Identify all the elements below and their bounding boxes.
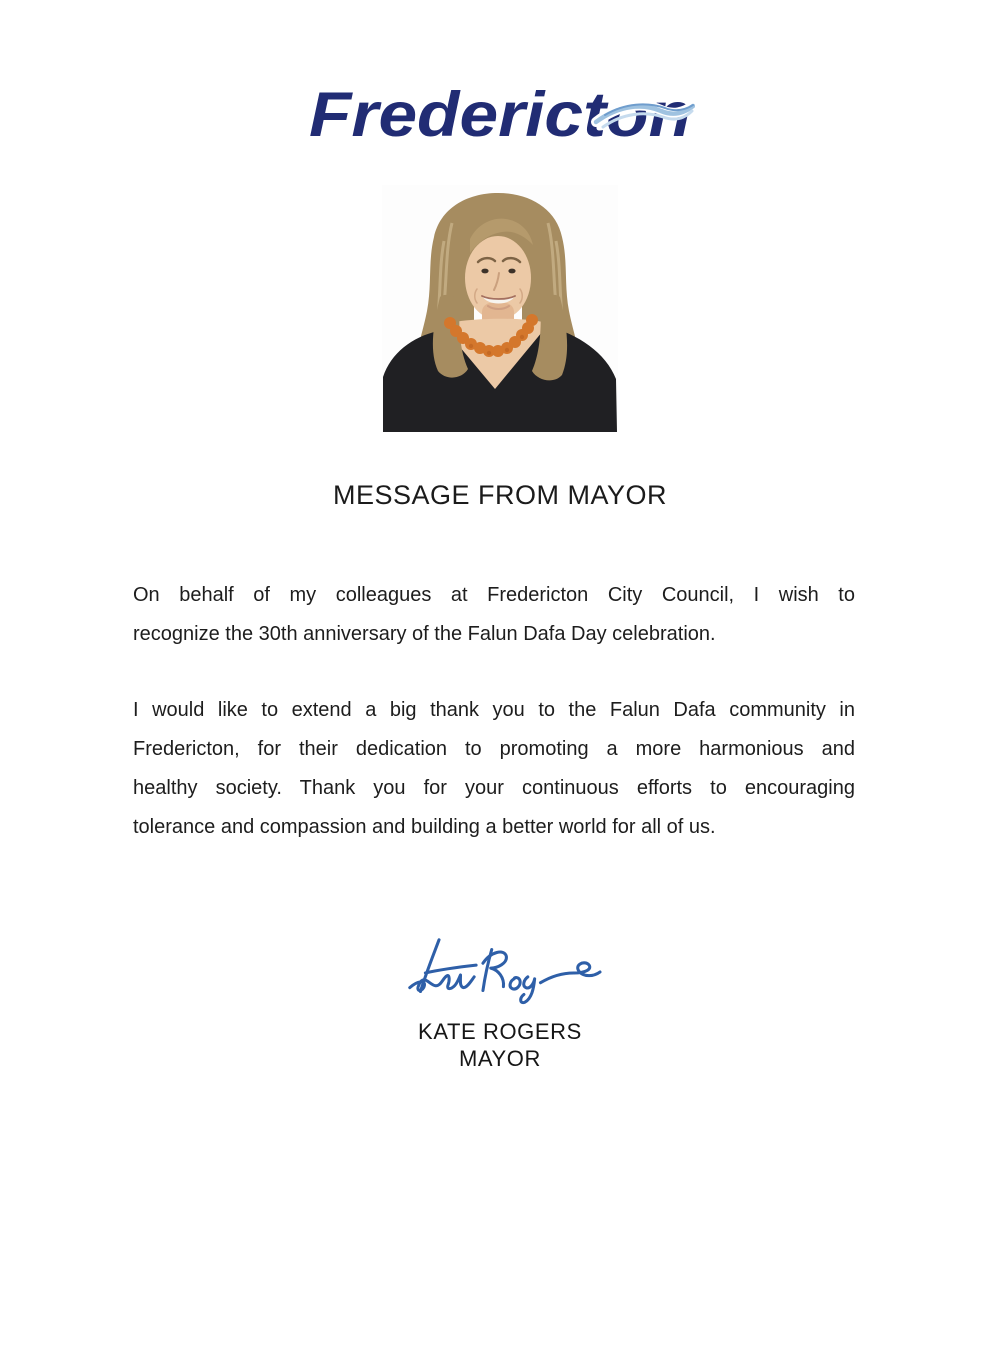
paragraph	[133, 576, 855, 654]
paragraph-line: I would like to extend a big thank you to the Falun Dafa community in	[133, 699, 855, 721]
fredericton-logo-text: Fredericton	[309, 80, 691, 144]
signature-graphic	[398, 932, 603, 1012]
letter-body	[133, 576, 855, 847]
letter-page	[0, 74, 1000, 1368]
fredericton-logo	[305, 74, 695, 144]
mayor-photo-graphic	[382, 185, 618, 432]
paragraph-line: recognize the 30th anniversary of the Falun Dafa Day celebration.	[133, 623, 716, 645]
paragraph-line: On behalf of my colleagues at Fredericton City Council, I wish to	[133, 584, 855, 606]
mayor-photo	[382, 185, 618, 432]
paragraph	[133, 691, 855, 847]
message-heading: MESSAGE FROM MAYOR	[332, 480, 668, 510]
fredericton-logo-graphic	[305, 74, 695, 144]
signature-strokes	[409, 940, 599, 1003]
paragraph-line: tolerance and compassion and building a better world for all of us.	[133, 816, 716, 838]
paragraph-line: Fredericton, for their dedication to promoting a more harmonious and	[133, 738, 855, 760]
paragraph-line: healthy society. Thank you for your continuous efforts to encouraging	[133, 777, 855, 799]
signature-image	[398, 932, 603, 1012]
signatory-title: MAYOR	[458, 1046, 542, 1071]
signatory-name: KATE ROGERS	[418, 1019, 582, 1044]
signatory-block	[0, 1018, 1000, 1072]
